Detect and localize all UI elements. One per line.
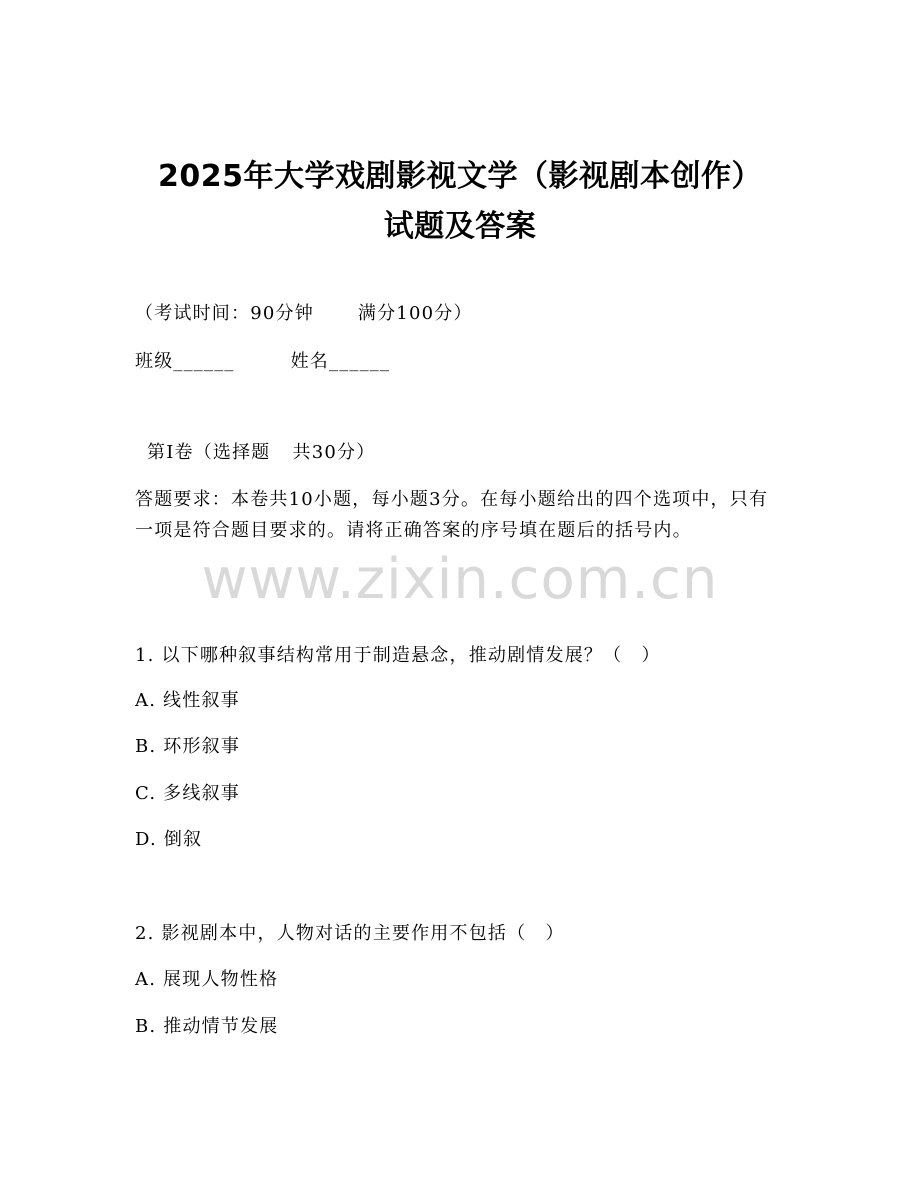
document-title-line-2: 试题及答案 <box>383 209 537 244</box>
section-instructions: 答题要求：本卷共10小题，每小题3分。在每小题给出的四个选项中，只有一项是符合题目要求的。请将正确答案的序号填在题后的括号内。 <box>135 489 769 541</box>
section-heading <box>147 442 375 464</box>
watermark-text: www.zixin.com.cn <box>201 547 719 612</box>
question-stem: 1. 以下哪种叙事结构常用于制造悬念，推动剧情发展？（ ） <box>135 645 661 666</box>
question-option: A. 线性叙事 <box>135 690 240 711</box>
question-option: D. 倒叙 <box>135 829 203 850</box>
section-points: 共30分） <box>292 442 376 463</box>
section-title: 第Ⅰ卷（选择题 <box>147 442 271 463</box>
exam-full-score: 满分100分） <box>357 303 473 324</box>
question-stem: 2. 影视剧本中，人物对话的主要作用不包括（ ） <box>135 923 565 944</box>
name-field: 姓名______ <box>290 351 391 372</box>
exam-time: （考试时间：90分钟 <box>135 303 314 324</box>
class-field: 班级______ <box>135 351 235 372</box>
question-option: A. 展现人物性格 <box>135 969 279 990</box>
exam-info <box>135 303 473 325</box>
question-option: C. 多线叙事 <box>135 783 240 804</box>
student-fields <box>135 351 390 373</box>
question-option: B. 推动情节发展 <box>135 1016 279 1037</box>
question-option: B. 环形叙事 <box>135 736 241 757</box>
document-title-line-1: 2025年大学戏剧影视文学（影视剧本创作） <box>158 159 762 194</box>
